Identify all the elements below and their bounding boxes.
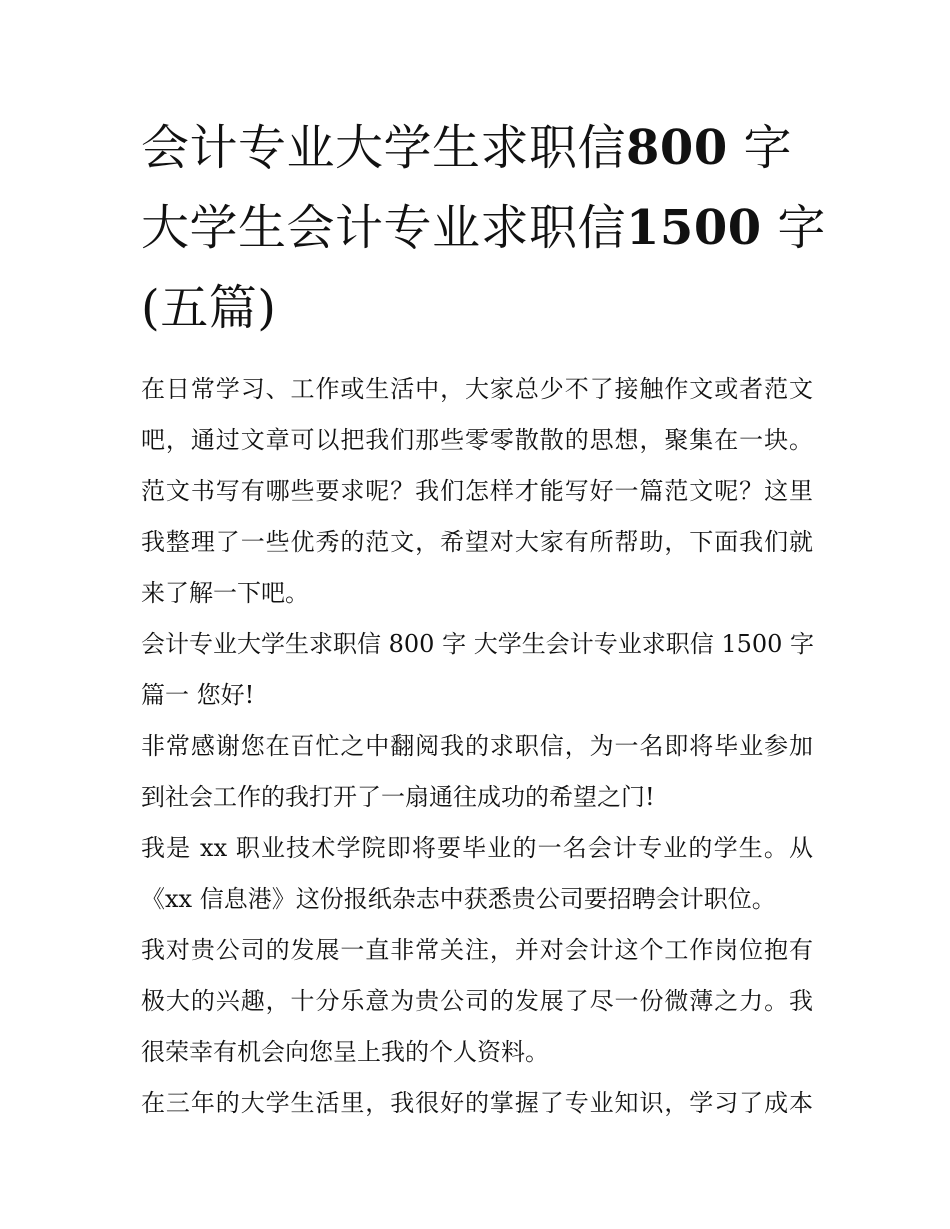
text-line: 到社会工作的我打开了一扇通往成功的希望之门! — [141, 783, 655, 811]
text-line: 很荣幸有机会向您呈上我的个人资料。 — [141, 1038, 549, 1066]
text-line: 会计专业大学生求职信 800 字 大学生会计专业求职信 1500 字 — [141, 630, 815, 658]
title-number-1500: 1500 — [626, 200, 762, 256]
text-line: 来了解一下吧。 — [141, 579, 309, 607]
paragraph-thanks — [141, 721, 813, 823]
document-body — [141, 364, 813, 1129]
paragraph-introduction — [141, 823, 813, 925]
text-line: 《xx 信息港》这份报纸杂志中获悉贵公司要招聘会计职位。 — [141, 885, 776, 913]
text-line: 篇一 您好! — [141, 681, 255, 709]
title-line-2: 大学生会计专业求职信1500 字 — [141, 200, 826, 256]
text-line: 我对贵公司的发展一直非常关注，并对会计这个工作岗位抱有 — [141, 936, 813, 964]
title-number-800: 800 — [626, 120, 728, 176]
document-title — [141, 108, 826, 348]
paragraph-subtitle — [141, 619, 813, 670]
title-line-3: (五篇) — [141, 280, 277, 336]
paragraph-interest — [141, 925, 813, 1078]
text-line: 非常感谢您在百忙之中翻阅我的求职信，为一名即将毕业参加 — [141, 732, 813, 760]
text-line: 我整理了一些优秀的范文，希望对大家有所帮助，下面我们就 — [141, 528, 813, 556]
paragraph-intro — [141, 364, 813, 619]
document-page — [141, 108, 826, 1129]
text-line: 范文书写有哪些要求呢？我们怎样才能写好一篇范文呢？这里 — [141, 477, 813, 505]
text-line: 在日常学习、工作或生活中，大家总少不了接触作文或者范文 — [141, 375, 813, 403]
text-line: 我是 xx 职业技术学院即将要毕业的一名会计专业的学生。从 — [141, 834, 813, 862]
title-line-1: 会计专业大学生求职信800 字 — [141, 120, 792, 176]
text-line: 吧，通过文章可以把我们那些零零散散的思想，聚集在一块。 — [141, 426, 813, 454]
text-line: 极大的兴趣，十分乐意为贵公司的发展了尽一份微薄之力。我 — [141, 987, 813, 1015]
paragraph-college — [141, 1078, 813, 1129]
paragraph-greeting — [141, 670, 813, 721]
text-line: 在三年的大学生活里，我很好的掌握了专业知识，学习了成本 — [141, 1089, 813, 1117]
